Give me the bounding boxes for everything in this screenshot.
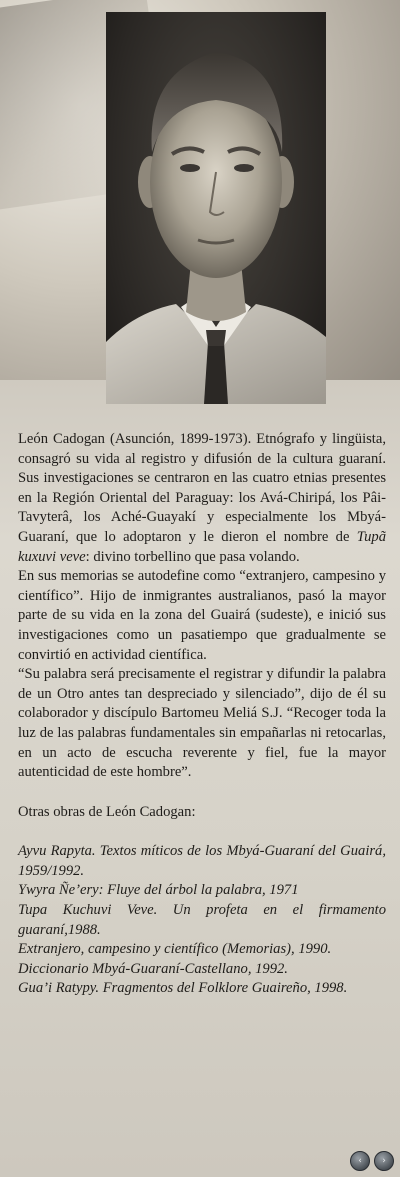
bio-text: León Cadogan (Asunción, 1899-1973). Etnógrafo y lingüista, consagró su vida al registro y difusión de la cultura guaraní. Sus investigaciones se centraron en las cuatro etnias presentes en la Región Oriental del Paraguay: los Avá-Chiripá, los Pâi-Tavyterâ, los Aché-Guayakí y especialmente los Mbyá-Guaraní, que lo adoptaron y le dieron el nombre de — [18, 431, 386, 545]
works-item: Extranjero, campesino y científico (Memorias), 1990. — [18, 941, 332, 958]
works-heading: Otras obras de León Cadogan: — [18, 803, 196, 820]
bio-paragraph-3: “Su palabra será precisamente el registrar y difundir la palabra de un Otro antes tan despreciado y silenciado”, dijo de él su colaborador y discípulo Bartomeu Meliá S.J. “Recoger toda la luz de las palabras fundamentales sin empañarlas ni retocarlas, en un acto de escucha reverente y fiel, fue la mayor autenticidad de este hombre”. — [18, 666, 386, 781]
biography-text — [18, 430, 386, 999]
next-page-icon[interactable]: › — [374, 1151, 394, 1171]
bio-paragraph-2: En sus memorias se autodefine como “extranjero, campesino y científico”. Hijo de inmigrantes australianos, pasó la mayor parte de su vida en la zona del Guairá (sudeste), e inició sus investigaciones como un pasatiempo que gradualmente se convirtió en actividad científica. — [18, 568, 386, 663]
bio-italic-name: Tupã kuxuvi veve — [18, 528, 386, 565]
bio-text: : divino torbellino que pasa volando. — [85, 548, 300, 565]
works-item: Ywyra Ñe’ery: Fluye del árbol la palabra, 1971 — [18, 882, 299, 899]
bio-paragraph-1 — [18, 430, 386, 567]
prev-page-icon[interactable]: ‹ — [350, 1151, 370, 1171]
works-item: Ayvu Rapyta. Textos míticos de los Mbyá-Guaraní del Guairá, 1959/1992. — [18, 843, 386, 879]
portrait-photo — [106, 12, 326, 404]
portrait-illustration — [106, 12, 326, 404]
works-item: Gua’i Ratypy. Fragmentos del Folklore Guaireño, 1998. — [18, 980, 348, 997]
works-item: Diccionario Mbyá-Guaraní-Castellano, 1992. — [18, 960, 288, 977]
page-navigation — [350, 1151, 394, 1171]
works-item: Tupa Kuchuvi Veve. Un profeta en el firmamento guaraní,1988. — [18, 902, 386, 938]
works-list — [18, 842, 386, 999]
